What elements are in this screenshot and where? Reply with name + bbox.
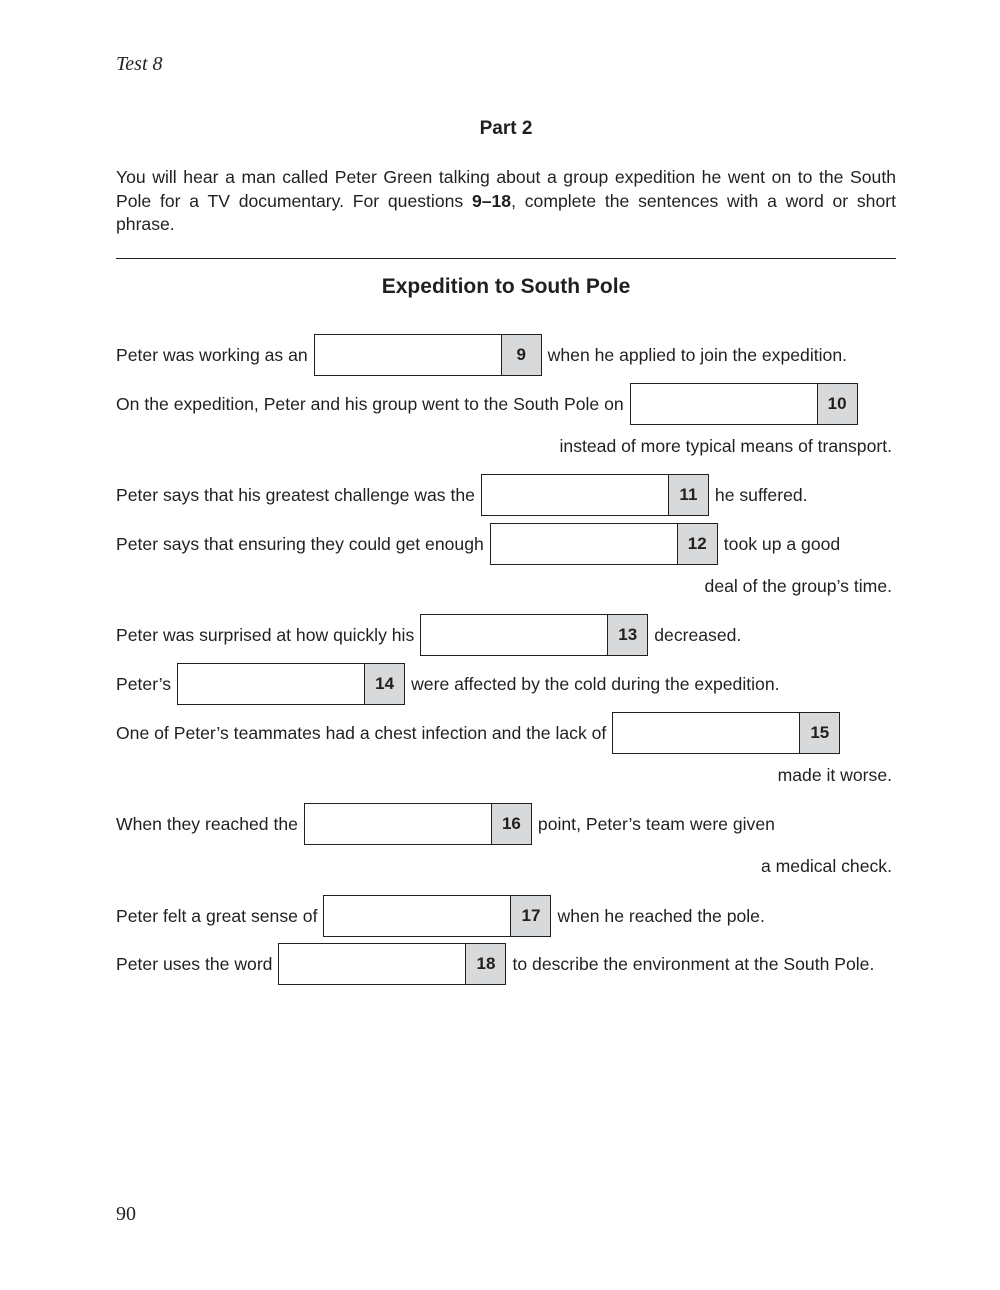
question-row-14: [116, 662, 906, 706]
answer-input[interactable]: [178, 664, 364, 704]
answer-input[interactable]: [279, 944, 465, 984]
question-number: 9: [501, 335, 541, 375]
question-row-12: [116, 522, 906, 566]
answer-box-9[interactable]: [314, 334, 542, 376]
question-row-16: [116, 802, 906, 846]
answer-box-14[interactable]: [177, 663, 405, 705]
page-number: 90: [116, 1203, 136, 1225]
question-row-15: [116, 711, 906, 755]
question-continuation-16: a medical check.: [760, 856, 892, 876]
answer-input[interactable]: [315, 335, 501, 375]
question-row-18: [116, 942, 906, 986]
question-text-after: point, Peter’s team were given: [537, 813, 775, 834]
answer-input[interactable]: [491, 524, 677, 564]
question-number: 15: [799, 713, 839, 753]
question-row-9: [116, 333, 906, 377]
question-text-before: Peter felt a great sense of: [116, 905, 318, 926]
running-header: Test 8: [116, 53, 163, 75]
divider: [116, 258, 896, 259]
question-number: 13: [607, 615, 647, 655]
question-number: 10: [817, 384, 857, 424]
question-text-after: when he reached the pole.: [557, 905, 765, 926]
section-title: Expedition to South Pole: [381, 275, 631, 298]
question-range: 9–18: [471, 190, 512, 211]
answer-box-10[interactable]: [630, 383, 858, 425]
answer-input[interactable]: [305, 804, 491, 844]
question-text-after: took up a good: [723, 533, 841, 554]
question-text-before: Peter’s: [116, 673, 172, 694]
question-number: 16: [491, 804, 531, 844]
answer-box-13[interactable]: [420, 614, 648, 656]
question-text-before: Peter was surprised at how quickly his: [116, 624, 415, 645]
question-continuation-10: instead of more typical means of transport.: [559, 436, 892, 456]
question-text-before: On the expedition, Peter and his group went to the South Pole on: [116, 393, 624, 414]
question-text-after: when he applied to join the expedition.: [547, 344, 847, 365]
answer-box-16[interactable]: [304, 803, 532, 845]
question-number: 11: [668, 475, 708, 515]
instructions-text: You will hear a man called Peter Green talking about a group expedition he went on to the South Pole for a TV documentary. For questions: [116, 167, 896, 211]
question-row-17: [116, 894, 906, 938]
question-number: 18: [465, 944, 505, 984]
question-text-before: Peter says that his greatest challenge was the: [116, 484, 475, 505]
answer-box-15[interactable]: [612, 712, 840, 754]
question-number: 12: [677, 524, 717, 564]
question-number: 14: [364, 664, 404, 704]
question-text-before: Peter was working as an: [116, 344, 308, 365]
question-text-before: Peter uses the word: [116, 953, 273, 974]
answer-input[interactable]: [631, 384, 817, 424]
answer-box-18[interactable]: [278, 943, 506, 985]
answer-input[interactable]: [613, 713, 799, 753]
instructions: [116, 166, 896, 237]
answer-input[interactable]: [324, 896, 510, 936]
question-text-after: to describe the environment at the South Pole.: [512, 953, 875, 974]
question-continuation-12: deal of the group’s time.: [704, 576, 892, 596]
question-row-11: [116, 473, 906, 517]
question-continuation-15: made it worse.: [777, 765, 892, 785]
question-text-after: he suffered.: [714, 484, 808, 505]
instructions-text-end: , complete the sentences with a word or short phrase.: [116, 190, 896, 234]
question-text-after: decreased.: [654, 624, 742, 645]
question-text-before: When they reached the: [116, 813, 298, 834]
answer-box-12[interactable]: [490, 523, 718, 565]
part-title: Part 2: [479, 118, 533, 139]
answer-input[interactable]: [421, 615, 607, 655]
question-text-before: Peter says that ensuring they could get enough: [116, 533, 484, 554]
question-number: 17: [510, 896, 550, 936]
question-text-after: were affected by the cold during the expedition.: [411, 673, 780, 694]
question-row-13: [116, 613, 906, 657]
question-row-10: [116, 382, 906, 426]
answer-box-11[interactable]: [481, 474, 709, 516]
answer-box-17[interactable]: [323, 895, 551, 937]
answer-input[interactable]: [482, 475, 668, 515]
question-text-before: One of Peter’s teammates had a chest infection and the lack of: [116, 722, 607, 743]
